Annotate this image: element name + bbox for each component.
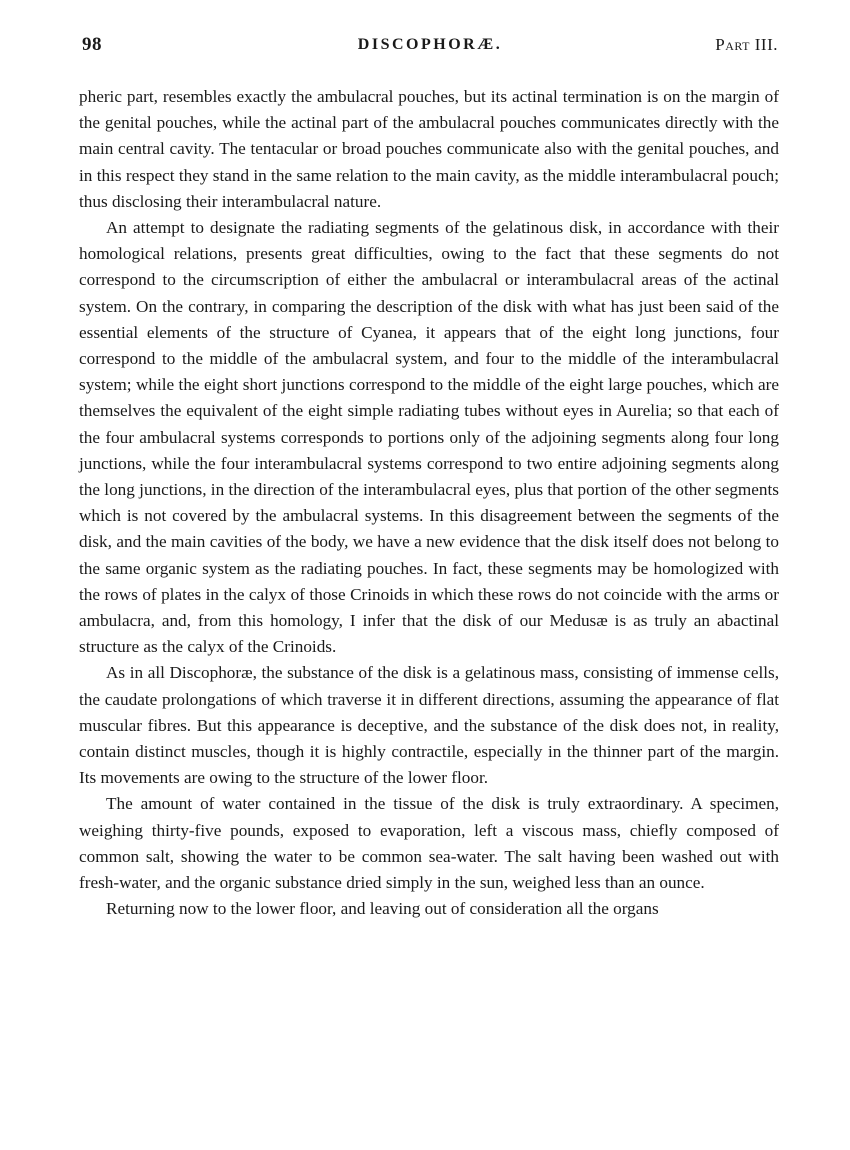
- page-header: [82, 34, 778, 64]
- paragraph-lower-floor: Returning now to the lower floor, and leaving out of consideration all the organs: [106, 899, 659, 919]
- part-label: Part III.: [715, 35, 778, 54]
- paragraph-disk-substance: As in all Discophoræ, the substance of the disk is a gelatinous mass, consisting of immense cells, the caudate prolongations of which traverse it in different directions, assuming the appearance of flat muscular fibres. But this appearance is deceptive, and the substance of the disk does not, in reality, contain distinct muscles, though it is highly contractile, especially in the thinner part of the margin. Its movements are owing to the structure of the lower floor.: [79, 663, 779, 788]
- paragraph-water-content: The amount of water contained in the tissue of the disk is truly extraordinary. A specimen, weighing thirty-five pounds, exposed to evaporation, left a viscous mass, chiefly composed of common salt, showing the water to be common sea-water. The salt having been washed out with fresh-water, and the organic substance dried simply in the sun, weighed less than an ounce.: [79, 794, 779, 893]
- paragraph-homology-of-disk: An attempt to designate the radiating segments of the gelatinous disk, in accordance with their homological relations, presents great difficulties, owing to the fact that these segments do not correspond to the circumscription of either the ambulacral or interambulacral areas of the actinal system. On the contrary, in comparing the description of the disk with what has just been said of the essential elements of the structure of Cyanea, it appears that of the eight long junctions, four correspond to the middle of the ambulacral system, and four to the middle of the interambulacral system; while the eight short junctions correspond to the middle of the eight large pouches, which are themselves the equivalent of the eight simple radiating tubes without eyes in Aurelia; so that each of the four ambulacral systems corresponds to portions only of the adjoining segments along four long junctions, while the four interambulacral systems correspond to two entire adjoining segments along the long junctions, in the direction of the interambulacral eyes, plus that portion of the other segments which is not covered by the ambulacral systems. In this disagreement between the segments of the disk, and the main cavities of the body, we have a new evidence that the disk itself does not belong to the same organic system as the radiating pouches. In fact, these segments may be homologized with the rows of plates in the calyx of those Crinoids in which these rows do not coincide with the arms or ambulacra, and, from this homology, I infer that the disk of our Medusæ is as truly an abactinal structure as the calyx of the Crinoids.: [79, 218, 779, 657]
- running-title: DISCOPHORÆ.: [357, 36, 503, 53]
- body-text: [79, 84, 779, 923]
- page-number: 98: [82, 34, 102, 55]
- paragraph-continuation: pheric part, resembles exactly the ambulacral pouches, but its actinal termination is on the margin of the genital pouches, while the actinal part of the ambulacral pouches communicates directly with the main central cavity. The tentacular or broad pouches communicate also with the genital pouches, and in this respect they stand in the same relation to the main cavity, as the middle interambulacral pouch; thus disclosing their interambulacral nature.: [79, 87, 779, 211]
